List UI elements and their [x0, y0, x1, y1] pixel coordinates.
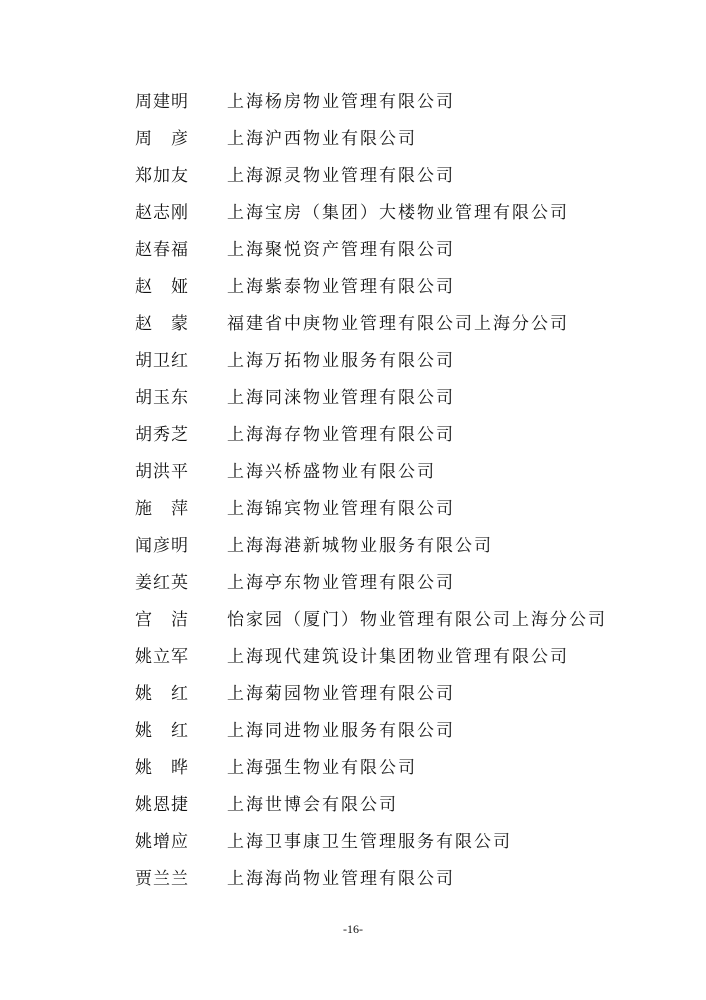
list-item	[135, 528, 655, 565]
person-name: 闻彦明	[135, 536, 189, 556]
company-name: 上海聚悦资产管理有限公司	[227, 240, 455, 260]
company-name: 上海卫事康卫生管理服务有限公司	[227, 832, 512, 852]
list-item	[135, 269, 655, 306]
company-name: 上海菊园物业管理有限公司	[227, 684, 455, 704]
company-name: 上海同进物业服务有限公司	[227, 721, 455, 741]
list-item	[135, 343, 655, 380]
company-name: 上海海港新城物业服务有限公司	[227, 536, 493, 556]
person-name: 胡秀芝	[135, 425, 189, 445]
person-name: 施 萍	[135, 499, 189, 519]
person-name: 宫 洁	[135, 610, 189, 630]
person-name: 赵春福	[135, 240, 189, 260]
company-name: 怡家园（厦门）物业管理有限公司上海分公司	[227, 610, 607, 630]
company-name: 上海强生物业有限公司	[227, 758, 417, 778]
list-item	[135, 787, 655, 824]
person-name: 姚 晔	[135, 758, 189, 778]
list-item	[135, 380, 655, 417]
company-name: 上海亭东物业管理有限公司	[227, 573, 455, 593]
person-name: 胡玉东	[135, 388, 189, 408]
list-item	[135, 454, 655, 491]
company-name: 上海兴桥盛物业有限公司	[227, 462, 436, 482]
person-name: 郑加友	[135, 166, 189, 186]
person-name: 姚 红	[135, 684, 189, 704]
person-name: 姚增应	[135, 832, 189, 852]
list-item	[135, 491, 655, 528]
company-name: 上海同涞物业管理有限公司	[227, 388, 455, 408]
list-item	[135, 861, 655, 898]
person-name: 赵 蒙	[135, 314, 189, 334]
list-item	[135, 713, 655, 750]
list-item	[135, 676, 655, 713]
list-item	[135, 602, 655, 639]
company-name: 上海现代建筑设计集团物业管理有限公司	[227, 647, 569, 667]
person-name: 赵志刚	[135, 203, 189, 223]
list-item	[135, 84, 655, 121]
company-name: 上海源灵物业管理有限公司	[227, 166, 455, 186]
company-name: 上海宝房（集团）大楼物业管理有限公司	[227, 203, 569, 223]
page-number: -16-	[343, 922, 363, 936]
list-item	[135, 565, 655, 602]
person-name: 周 彦	[135, 129, 189, 149]
person-name: 胡卫红	[135, 351, 189, 371]
list-item	[135, 158, 655, 195]
person-name: 姚 红	[135, 721, 189, 741]
company-name: 上海海尚物业管理有限公司	[227, 869, 455, 889]
person-name: 赵 娅	[135, 277, 189, 297]
company-name: 上海海存物业管理有限公司	[227, 425, 455, 445]
company-name: 上海沪西物业有限公司	[227, 129, 417, 149]
list-item	[135, 417, 655, 454]
person-name: 周建明	[135, 92, 189, 112]
person-name: 姜红英	[135, 573, 189, 593]
list-item	[135, 750, 655, 787]
person-name: 贾兰兰	[135, 869, 189, 889]
list-item	[135, 824, 655, 861]
list-item	[135, 195, 655, 232]
company-name: 福建省中庚物业管理有限公司上海分公司	[227, 314, 569, 334]
list-item	[135, 232, 655, 269]
person-name: 胡洪平	[135, 462, 189, 482]
list-item	[135, 306, 655, 343]
person-name: 姚恩捷	[135, 795, 189, 815]
list-item	[135, 639, 655, 676]
company-name: 上海杨房物业管理有限公司	[227, 92, 455, 112]
person-name: 姚立军	[135, 647, 189, 667]
company-name: 上海紫泰物业管理有限公司	[227, 277, 455, 297]
list-item	[135, 121, 655, 158]
name-company-list	[135, 84, 655, 898]
company-name: 上海万拓物业服务有限公司	[227, 351, 455, 371]
company-name: 上海世博会有限公司	[227, 795, 398, 815]
company-name: 上海锦宾物业管理有限公司	[227, 499, 455, 519]
